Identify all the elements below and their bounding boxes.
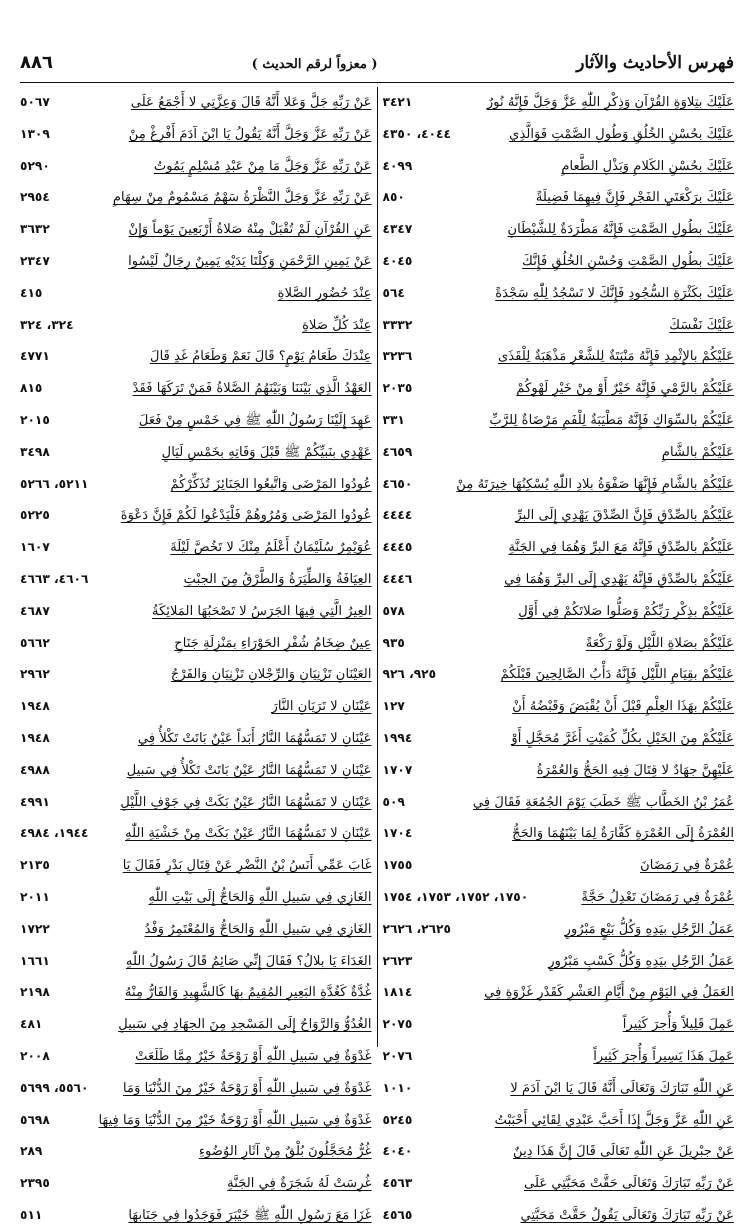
entry-text: العَهْدُ الَّذِي بَيْنَنَا وَبَيْنَهُمُ الصَّلاةُ فَمَنْ تَرَكَهَا فَقَدْ — [132, 381, 372, 397]
entry-ref-number: ٢١٩٨ — [20, 985, 50, 1000]
entry-ref-number: ٥٢٢٥ — [20, 508, 50, 523]
entry-text: الغُدُوُّ وَالرَّوَاحُ إِلَى المَسْجِدِ مِنَ الجِهَادِ فِي سَبِيلِ — [118, 1017, 372, 1033]
index-entry — [20, 500, 372, 532]
entry-ref-number: ٣٣١ — [382, 412, 405, 427]
entry-ref-number: ٨١٥ — [20, 381, 43, 396]
entry-ref-number: ٥٧٨ — [382, 603, 405, 618]
index-entry — [20, 1009, 372, 1041]
index-entry — [20, 628, 372, 660]
index-entry — [383, 596, 735, 628]
index-entry — [383, 246, 735, 278]
index-entry — [20, 214, 372, 246]
entry-text: عَهْدِي بِنَبِيِّكُمْ ﷺ قَبْلَ وَفَاتِهِ بِخَمْسِ لَيَالٍ — [161, 444, 372, 460]
entry-ref-number: ٥٢١١، ٥٢٦٦ — [20, 476, 89, 491]
index-entry — [383, 119, 735, 151]
entry-text: الغَدَاءَ يَا بِلالُ؟ فَقَالَ إِنِّي صَائِمٌ قَالَ رَسُولُ اللّٰهِ — [125, 953, 372, 969]
entry-text: عَلَيْكُمْ بِذِكْرِ رَبِّكُمْ وَصَلُّوا صَلاتَكُمْ فِي أَوَّلِ — [518, 603, 734, 619]
entry-ref-number: ٤٩٩١ — [20, 794, 50, 809]
entry-ref-number: ٢٦٢٣ — [382, 953, 413, 968]
entry-text: العِيرُ الَّتِي فِيهَا الجَرَسُ لا تَصْحَبُهَا المَلائِكَةُ — [152, 603, 372, 619]
entry-text: عَنْ يَمِينِ الرَّحْمَنِ وَكِلْتَا يَدَيْهِ يَمِينٌ رِجَالٌ لَيْسُوا — [128, 253, 372, 269]
entry-ref-number: ٢٠١١ — [20, 889, 50, 904]
entry-ref-number: ٤٤٤٥ — [382, 540, 413, 555]
entry-text: عُوَيْمِرٌ سُلَيْمَانُ أَعْلَمُ مِنْكَ لا تَخُصَّ لَيْلَةَ — [170, 540, 372, 556]
entry-text: عِنْدَ حُضُورِ الصَّلاةِ — [277, 285, 372, 301]
entry-ref-number: ٢٣٩٥ — [20, 1176, 50, 1191]
entry-text: عَيْنَانِ لا تَمَسُّهُمَا النَّارُ عَيْنٌ بَكَتْ فِي جَوْفِ اللَّيْلِ — [120, 794, 372, 810]
index-entry — [383, 469, 735, 501]
entry-text: عَيْنَانِ لا تَرَيَانِ النَّارَ — [271, 699, 372, 715]
entry-text: عَلَيْكَ بِتِلاوَةِ القُرْآنِ وَذِكْرِ اللّٰهِ عَزَّ وَجَلَّ فَإِنَّهُ نُورٌ — [486, 95, 734, 110]
entry-ref-number: ٤٥٦٣ — [382, 1176, 413, 1191]
index-entry — [20, 914, 372, 946]
entry-ref-number: ٩٢٥، ٩٢٦ — [382, 667, 437, 682]
entry-text: عَلَيْكُمْ بِالصِّدْقِ فَإِنَّهُ يَهْدِي إِلَى البِرِّ وَهُمَا فِي — [504, 571, 734, 587]
index-entry — [383, 691, 735, 723]
index-page — [20, 52, 734, 1223]
entry-ref-number: ٥٠٩ — [382, 794, 405, 809]
entry-ref-number: ٥٦٩٨ — [20, 1112, 50, 1127]
entry-ref-number: ٥٦٤ — [382, 285, 405, 300]
index-entry — [383, 914, 735, 946]
entry-text: عَنِ اللّٰهِ تَبَارَكَ وَتَعَالَى أَنَّهُ قَالَ يَا ابْنَ آدَمَ لا — [510, 1080, 734, 1096]
entry-ref-number: ٤٠٤٥ — [382, 253, 413, 268]
index-entry — [20, 882, 372, 914]
page-number: ٨٨٦ — [20, 52, 53, 73]
entry-text: عَمِلَ هَذَا يَسِيراً وَأُجِرَ كَثِيراً — [593, 1048, 734, 1064]
entry-ref-number: ٣٤٢١ — [382, 95, 413, 109]
entry-ref-number: ٢٦٢٥، ٢٦٢٦ — [382, 921, 451, 936]
index-entry — [20, 850, 372, 882]
entry-text: غَدْوَةٌ فِي سَبِيلِ اللّٰهِ أَوْ رَوْحَةٌ خَيْرٌ مِنَ الدُّنْيَا وَمَا فِيهَا — [98, 1112, 372, 1128]
index-entry — [20, 659, 372, 691]
entry-ref-number: ١٧٠٧ — [382, 762, 413, 777]
entry-text: غَدْوَةٌ فِي سَبِيلِ اللّٰهِ أَوْ رَوْحَةٌ خَيْرٌ مِنَ الدُّنْيَا وَمَا — [123, 1080, 372, 1096]
entry-text: عُودُوا المَرْضَى وَمُرُوهُمْ فَلْيَدْعُوا لَكُمْ فَإِنَّ دَعْوَةَ — [120, 508, 372, 524]
entry-text: عَلَيْكَ بِرَكْعَتَيِ الفَجْرِ فَإِنَّ فِيهِمَا فَضِيلَةً — [535, 190, 734, 206]
entry-ref-number: ٥٥٦٠، ٥٦٩٩ — [20, 1080, 89, 1095]
index-entry — [383, 182, 735, 214]
index-entry — [383, 214, 735, 246]
index-entry — [20, 1105, 372, 1137]
index-entry — [383, 1073, 735, 1105]
entry-ref-number: ١٩٤٤، ٤٩٨٤ — [20, 826, 89, 841]
entry-text: عَنِ اللّٰهِ عَزَّ وَجَلَّ إِذَا أَحَبَّ عَبْدِي لِقَائِي أَحْبَبْتُ — [494, 1112, 734, 1128]
entry-text: عَيْنَانِ لا تَمَسُّهُمَا النَّارُ أَبَداً عَيْنٌ بَاتَتْ تَكْلأُ فِي — [137, 730, 372, 746]
index-entry — [20, 596, 372, 628]
entry-ref-number: ٣٢٣٦ — [382, 349, 413, 364]
index-entry — [383, 310, 735, 342]
entry-text: عَلَيْكَ بِحُسْنِ الكَلامِ وَبَذْلِ الطَّعامِ — [561, 158, 734, 174]
index-entry — [20, 182, 372, 214]
index-entry — [20, 437, 372, 469]
index-entry — [383, 1041, 735, 1073]
entry-ref-number: ١٧٥٥ — [382, 858, 413, 873]
entry-text: عِنْدَ كُلِّ صَلاةٍ — [302, 317, 372, 333]
entry-text: عَلَيْكُمْ بِالصِّدْقِ فَإِنَّهُ مَعَ البِرِّ وَهُمَا فِي الجَنَّةِ — [508, 540, 734, 556]
entry-text: عَنْ رَبِّهِ جَلَّ وَعَلا أَنَّهُ قَالَ وَعِزَّتِي لا أَجْمَعُ عَلَى — [130, 95, 372, 110]
entry-ref-number: ١٩٤٨ — [20, 730, 50, 745]
entry-text: الغَازِي فِي سَبِيلِ اللّٰهِ وَالحَاجُّ وَالمُعْتَمِرُ وَفْدُ — [144, 921, 372, 937]
index-entry — [383, 151, 735, 183]
entry-ref-number: ٤٤٤٤ — [382, 508, 413, 523]
entry-text: عَمَلُ الرَّجُلِ بِيَدِهِ وَكُلُّ بَيْعٍ مَبْرُورٍ — [564, 921, 734, 937]
index-entry — [20, 977, 372, 1009]
index-entry — [383, 1105, 735, 1137]
index-entry — [383, 405, 735, 437]
entry-ref-number: ١٢٧ — [382, 699, 405, 714]
index-entry — [383, 787, 735, 819]
index-entry — [383, 723, 735, 755]
page-title: فهرس الأحاديث والآثار — [576, 53, 734, 73]
index-entry — [20, 691, 372, 723]
right-column — [382, 87, 735, 1223]
index-entry — [383, 882, 735, 914]
entry-text: عِينٌ ضِخَامُ شُفْرِ الحَوْرَاءِ بِمَنْزِلَةِ جَنَاحِ — [174, 635, 372, 651]
entry-text: غَابَ عَمِّي أَنَسُ بْنُ النَّضْرِ عَنْ قِتَالِ بَدْرٍ فَقَالَ يَا — [122, 858, 372, 874]
entry-text: غَدْوَةٌ فِي سَبِيلِ اللّٰهِ أَوْ رَوْحَةٌ خَيْرٌ مِمَّا طَلَعَتْ — [135, 1048, 372, 1064]
index-entry — [20, 1200, 372, 1232]
entry-ref-number: ٩٣٥ — [382, 635, 405, 650]
entry-text: عَمَلُ الرَّجُلِ بِيَدِهِ وَكُلُّ كَسْبٍ مَبْرُورٍ — [548, 953, 734, 969]
entry-ref-number: ٤٠٤٤، ٤٣٥٠ — [382, 126, 451, 141]
entry-ref-number: ١٩٩٤ — [382, 730, 413, 745]
index-entry — [383, 532, 735, 564]
index-entry — [383, 437, 735, 469]
index-entry — [383, 628, 735, 660]
index-entry — [383, 1009, 735, 1041]
index-entry — [20, 1136, 372, 1168]
entry-text: عَلَيْكُمْ بِالسِّوَاكِ فَإِنَّهُ مَطْيَبَةٌ لِلْفَمِ مَرْضَاةٌ لِلرَّبِّ — [489, 412, 734, 428]
entry-text: عُمَرُ بْنُ الخَطَّابِ ﷺ خَطَبَ يَوْمَ الجُمُعَةِ فَقَالَ فِي — [472, 794, 734, 810]
entry-ref-number: ١٩٤٨ — [20, 699, 50, 714]
entry-text: عَيْنَانِ لا تَمَسُّهُمَا النَّارُ عَيْنٌ بَكَتْ مِنْ خَشْيَةِ اللّٰهِ — [125, 826, 372, 842]
entry-ref-number: ٤١٥ — [20, 285, 43, 300]
entry-ref-number: ٣٤٩٨ — [20, 444, 50, 459]
entry-text: عَلَيْهِنَّ جِهَادٌ لا قِتَالَ فِيهِ الحَجُّ وَالعُمْرَةُ — [536, 762, 734, 778]
entry-ref-number: ٢٩٦٢ — [20, 667, 50, 682]
entry-ref-number: ١٦٠٧ — [20, 540, 50, 555]
entry-text: عَلَيْكَ نَفْسَكَ — [669, 317, 734, 333]
index-entry — [383, 1168, 735, 1200]
entry-text: غُرٌّ مُحَجَّلُونَ بُلْقٌ مِنْ آثَارِ الوُضُوءِ — [198, 1144, 372, 1160]
entry-ref-number: ١٨١٤ — [382, 985, 413, 1000]
entry-text: عَنْ رَبِّهِ عَزَّ وَجَلَّ أَنَّهُ يَقُولُ يَا ابْنَ آدَمَ أَفْرِغْ مِنْ — [128, 126, 372, 142]
entry-text: العُمْرَةُ إِلَى العُمْرَةِ كَفَّارَةٌ لِمَا بَيْنَهُمَا وَالحَجُّ — [512, 826, 734, 842]
index-entry — [20, 818, 372, 850]
entry-ref-number: ٤٨١ — [20, 1017, 43, 1032]
entry-text: عُمْرَةٌ فِي رَمَضَانَ — [640, 858, 734, 874]
entry-text: عَنْ رَبِّهِ عَزَّ وَجَلَّ النَّظْرَةُ سَهْمٌ مَسْمُومٌ مِنْ سِهَامِ — [112, 190, 372, 206]
entry-ref-number: ٥٢٩٠ — [20, 158, 50, 173]
index-entry — [383, 1136, 735, 1168]
entry-text: عَنْ رَبِّهِ تَبَارَكَ وَتَعَالَى حَقَّتْ مَحَبَّتِي عَلَى — [523, 1176, 734, 1192]
entry-text: عُمْرَةٌ فِي رَمَضَانَ تَعْدِلُ حَجَّةً — [581, 889, 734, 905]
entry-text: عِنْدَكَ طَعَامُ يَوْمٍ؟ قَالَ نَعَمْ وَطَعَامُ غَدٍ قَالَ — [149, 349, 372, 365]
entry-text: عَنِ القُرْآنِ لَمْ تُقْبَلْ مِنْهُ صَلاةُ أَرْبَعِينَ يَوْماً وَإِنْ — [128, 222, 372, 238]
page-subtitle: ( معزواً لرقم الحديث ) — [251, 57, 378, 72]
index-entry — [20, 1073, 372, 1105]
entry-text: غُرِسَتْ لَهُ شَجَرَةٌ فِي الجَنَّةِ — [227, 1176, 372, 1192]
entry-ref-number: ٢٠٠٨ — [20, 1048, 50, 1063]
index-entry — [20, 373, 372, 405]
entry-text: العَيْنَانِ تَزْنِيَانِ وَالرِّجْلانِ تَزْنِيَانِ وَالفَرْجُ — [170, 667, 372, 683]
entry-text: عَلَيْكَ بِكَثْرَةِ السُّجُودِ فَإِنَّكَ لا تَسْجُدُ لِلّٰهِ سَجْدَةً — [495, 285, 734, 301]
entry-text: عَمِلَ قَلِيلاً وَأُجِرَ كَثِيراً — [622, 1017, 734, 1033]
index-entry — [20, 532, 372, 564]
index-entry — [383, 341, 735, 373]
index-entry — [20, 278, 372, 310]
entry-text: غَزَا مَعَ رَسُولِ اللّٰهِ ﷺ خَيْبَرَ فَوَجَدُوا فِي جَنَابِهَا — [128, 1207, 372, 1223]
index-entry — [20, 723, 372, 755]
entry-text: عَلَيْكَ بِطُولِ الصَّمْتِ وَحُسْنِ الخُلُقِ فَإِنَّكَ — [522, 253, 734, 269]
entry-ref-number: ١٧٢٢ — [20, 921, 50, 936]
index-columns — [20, 87, 734, 1223]
index-entry — [383, 755, 735, 787]
index-entry — [383, 564, 735, 596]
entry-ref-number: ٥٦٦٢ — [20, 635, 50, 650]
entry-text: عَلَيْكَ بِحُسْنِ الخُلُقِ وَطُولِ الصَّمْتِ فَوَالَّذِي — [509, 126, 734, 142]
entry-ref-number: ١٦٦١ — [20, 953, 50, 968]
entry-ref-number: ٤٩٨٨ — [20, 762, 50, 777]
entry-ref-number: ٣٦٣٢ — [20, 222, 50, 237]
index-entry — [383, 1200, 735, 1232]
entry-ref-number: ٥١١ — [20, 1207, 43, 1222]
entry-text: عَهِدَ إِلَيْنَا رَسُولُ اللّٰهِ ﷺ فِي خَمْسٍ مِنْ فَعَلَ — [138, 412, 372, 428]
index-entry — [20, 119, 372, 151]
index-entry — [383, 659, 735, 691]
entry-ref-number: ٤٠٩٩ — [382, 158, 413, 173]
entry-ref-number: ٢٠٧٦ — [382, 1048, 413, 1063]
entry-ref-number: ١٧٠٤ — [382, 826, 413, 841]
index-entry — [20, 755, 372, 787]
entry-ref-number: ٤٥٦٥ — [382, 1207, 413, 1222]
entry-ref-number: ٤٦٨٧ — [20, 603, 50, 618]
entry-text: عَنْ جِبْرِيلَ عَنِ اللّٰهِ تَعَالَى قَالَ إِنَّ هَذَا دِينٌ — [513, 1144, 734, 1160]
entry-ref-number: ٥٠٦٧ — [20, 95, 50, 109]
column-divider — [377, 87, 378, 1047]
entry-text: عَلَيْكُمْ بِالشَّامِ — [661, 444, 734, 460]
index-entry — [383, 373, 735, 405]
entry-ref-number: ٥٢٤٥ — [382, 1112, 413, 1127]
index-entry — [383, 818, 735, 850]
entry-ref-number: ٢٣٤٧ — [20, 253, 50, 268]
index-entry — [20, 151, 372, 183]
entry-ref-number: ٤٣٤٧ — [382, 222, 413, 237]
entry-text: عَلَيْكُمْ بِالصِّدْقِ فَإِنَّ الصِّدْقَ يَهْدِي إِلَى البِرِّ — [515, 508, 734, 524]
index-entry — [20, 1168, 372, 1200]
entry-ref-number: ٤٦٥٩ — [382, 444, 413, 459]
index-entry — [20, 469, 372, 501]
index-entry — [20, 87, 372, 119]
index-entry — [383, 278, 735, 310]
entry-ref-number: ١٠١٠ — [382, 1080, 413, 1095]
index-entry — [20, 246, 372, 278]
index-entry — [20, 310, 372, 342]
index-entry — [383, 946, 735, 978]
entry-text: عَنْ رَبِّهِ تَبَارَكَ وَتَعَالَى يَقُولُ حَقَّتْ مَحَبَّتِي — [520, 1207, 734, 1223]
left-column — [20, 87, 372, 1223]
entry-text: غُدَّةٌ كَغُدَّةِ البَعِيرِ المُقِيمُ بِهَا كَالشَّهِيدِ وَالفَارُّ مِنْهُ — [124, 985, 372, 1001]
entry-text: عُودُوا المَرْضَى وَاتَّبِعُوا الجَنَائِزَ تُذَكِّرْكُمْ — [170, 476, 372, 492]
entry-ref-number: ٤٦٠٦، ٤٦٦٣ — [20, 571, 89, 586]
index-entry — [383, 977, 735, 1009]
entry-ref-number: ٢٠١٥ — [20, 412, 50, 427]
entry-ref-number: ٢٩٥٤ — [20, 190, 50, 205]
entry-text: عَلَيْكُمْ مِنَ الخَيْلِ بِكُلِّ كُمَيْتٍ أَغَرَّ مُحَجَّلٍ أَوْ — [511, 730, 734, 746]
entry-ref-number: ١٣٠٩ — [20, 126, 50, 141]
entry-ref-number: ١٧٥٠، ١٧٥٢، ١٧٥٣، ١٧٥٤ — [382, 889, 529, 904]
page-header — [20, 52, 734, 83]
index-entry — [20, 1041, 372, 1073]
entry-ref-number: ٤٤٤٦ — [382, 571, 413, 586]
entry-text: العَمَلُ فِي اليَوْمِ مِنْ أَيَّامِ العَشْرِ كَقَدْرِ غَزْوَةٍ فِي — [484, 985, 734, 1001]
entry-ref-number: ٢٠٧٥ — [382, 1017, 413, 1032]
index-entry — [20, 564, 372, 596]
entry-text: عَلَيْكُمْ بِالإِثْمِدِ فَإِنَّهُ مَنْبَتَةٌ لِلشَّعْرِ مَذْهَبَةٌ لِلْقَذَى — [497, 349, 734, 365]
index-entry — [20, 341, 372, 373]
entry-ref-number: ٤٠٤٠ — [382, 1144, 413, 1159]
index-entry — [20, 946, 372, 978]
index-entry — [383, 500, 735, 532]
entry-ref-number: ٤٧٧١ — [20, 349, 50, 364]
index-entry — [20, 787, 372, 819]
entry-ref-number: ٢٠٣٥ — [382, 381, 413, 396]
entry-text: الغَازِي فِي سَبِيلِ اللّٰهِ وَالحَاجُّ إِلَى بَيْتِ اللّٰهِ — [148, 889, 372, 905]
index-entry — [383, 87, 735, 119]
entry-text: عَنْ رَبِّهِ عَزَّ وَجَلَّ مَا مِنْ عَبْدٍ مُسْلِمٍ يَمُوتُ — [153, 158, 372, 174]
entry-ref-number: ٣٢٤، ٣٢٤ — [20, 317, 74, 332]
entry-text: عَلَيْكُمْ بِهَذَا العِلْمِ قَبْلَ أَنْ يُقْبَضَ وَقَبْضُهُ أَنْ — [512, 699, 734, 715]
entry-text: عَلَيْكُمْ بِصَلاةِ اللَّيْلِ وَلَوْ رَكْعَةً — [585, 635, 734, 651]
index-entry — [20, 405, 372, 437]
entry-text: عَيْنَانِ لا تَمَسُّهُمَا النَّارُ عَيْنٌ بَاتَتْ تَكْلأُ فِي سَبِيلِ — [126, 762, 372, 778]
entry-ref-number: ٨٥٠ — [382, 190, 405, 205]
entry-ref-number: ٣٣٣٢ — [382, 317, 413, 332]
entry-text: عَلَيْكَ بِطُولِ الصَّمْتِ فَإِنَّهُ مَطْرَدَةٌ لِلشَّيْطَانِ — [507, 222, 734, 238]
entry-text: عَلَيْكُمْ بِالشَّامِ فَإِنَّهَا صَفْوَةُ بِلادِ اللّٰهِ يُسْكِنُهَا خِيرَتَهُ مِنْ — [456, 476, 734, 492]
entry-ref-number: ٢١٣٥ — [20, 858, 50, 873]
entry-text: العِيَافَةُ وَالطِّيَرَةُ وَالطَّرْقُ مِنَ الجِبْتِ — [183, 571, 372, 587]
entry-ref-number: ٢٨٩ — [20, 1144, 43, 1159]
entry-text: عَلَيْكُمْ بِقِيَامِ اللَّيْلِ فَإِنَّهُ دَأْبُ الصَّالِحِينَ قَبْلَكُمْ — [500, 667, 734, 683]
index-entry — [383, 850, 735, 882]
entry-text: عَلَيْكُمْ بِالرَّمْيِ فَإِنَّهُ خَيْرٌ أَوْ مِنْ خَيْرِ لَهْوِكُمْ — [516, 381, 734, 397]
entry-ref-number: ٤٦٥٠ — [382, 476, 413, 491]
